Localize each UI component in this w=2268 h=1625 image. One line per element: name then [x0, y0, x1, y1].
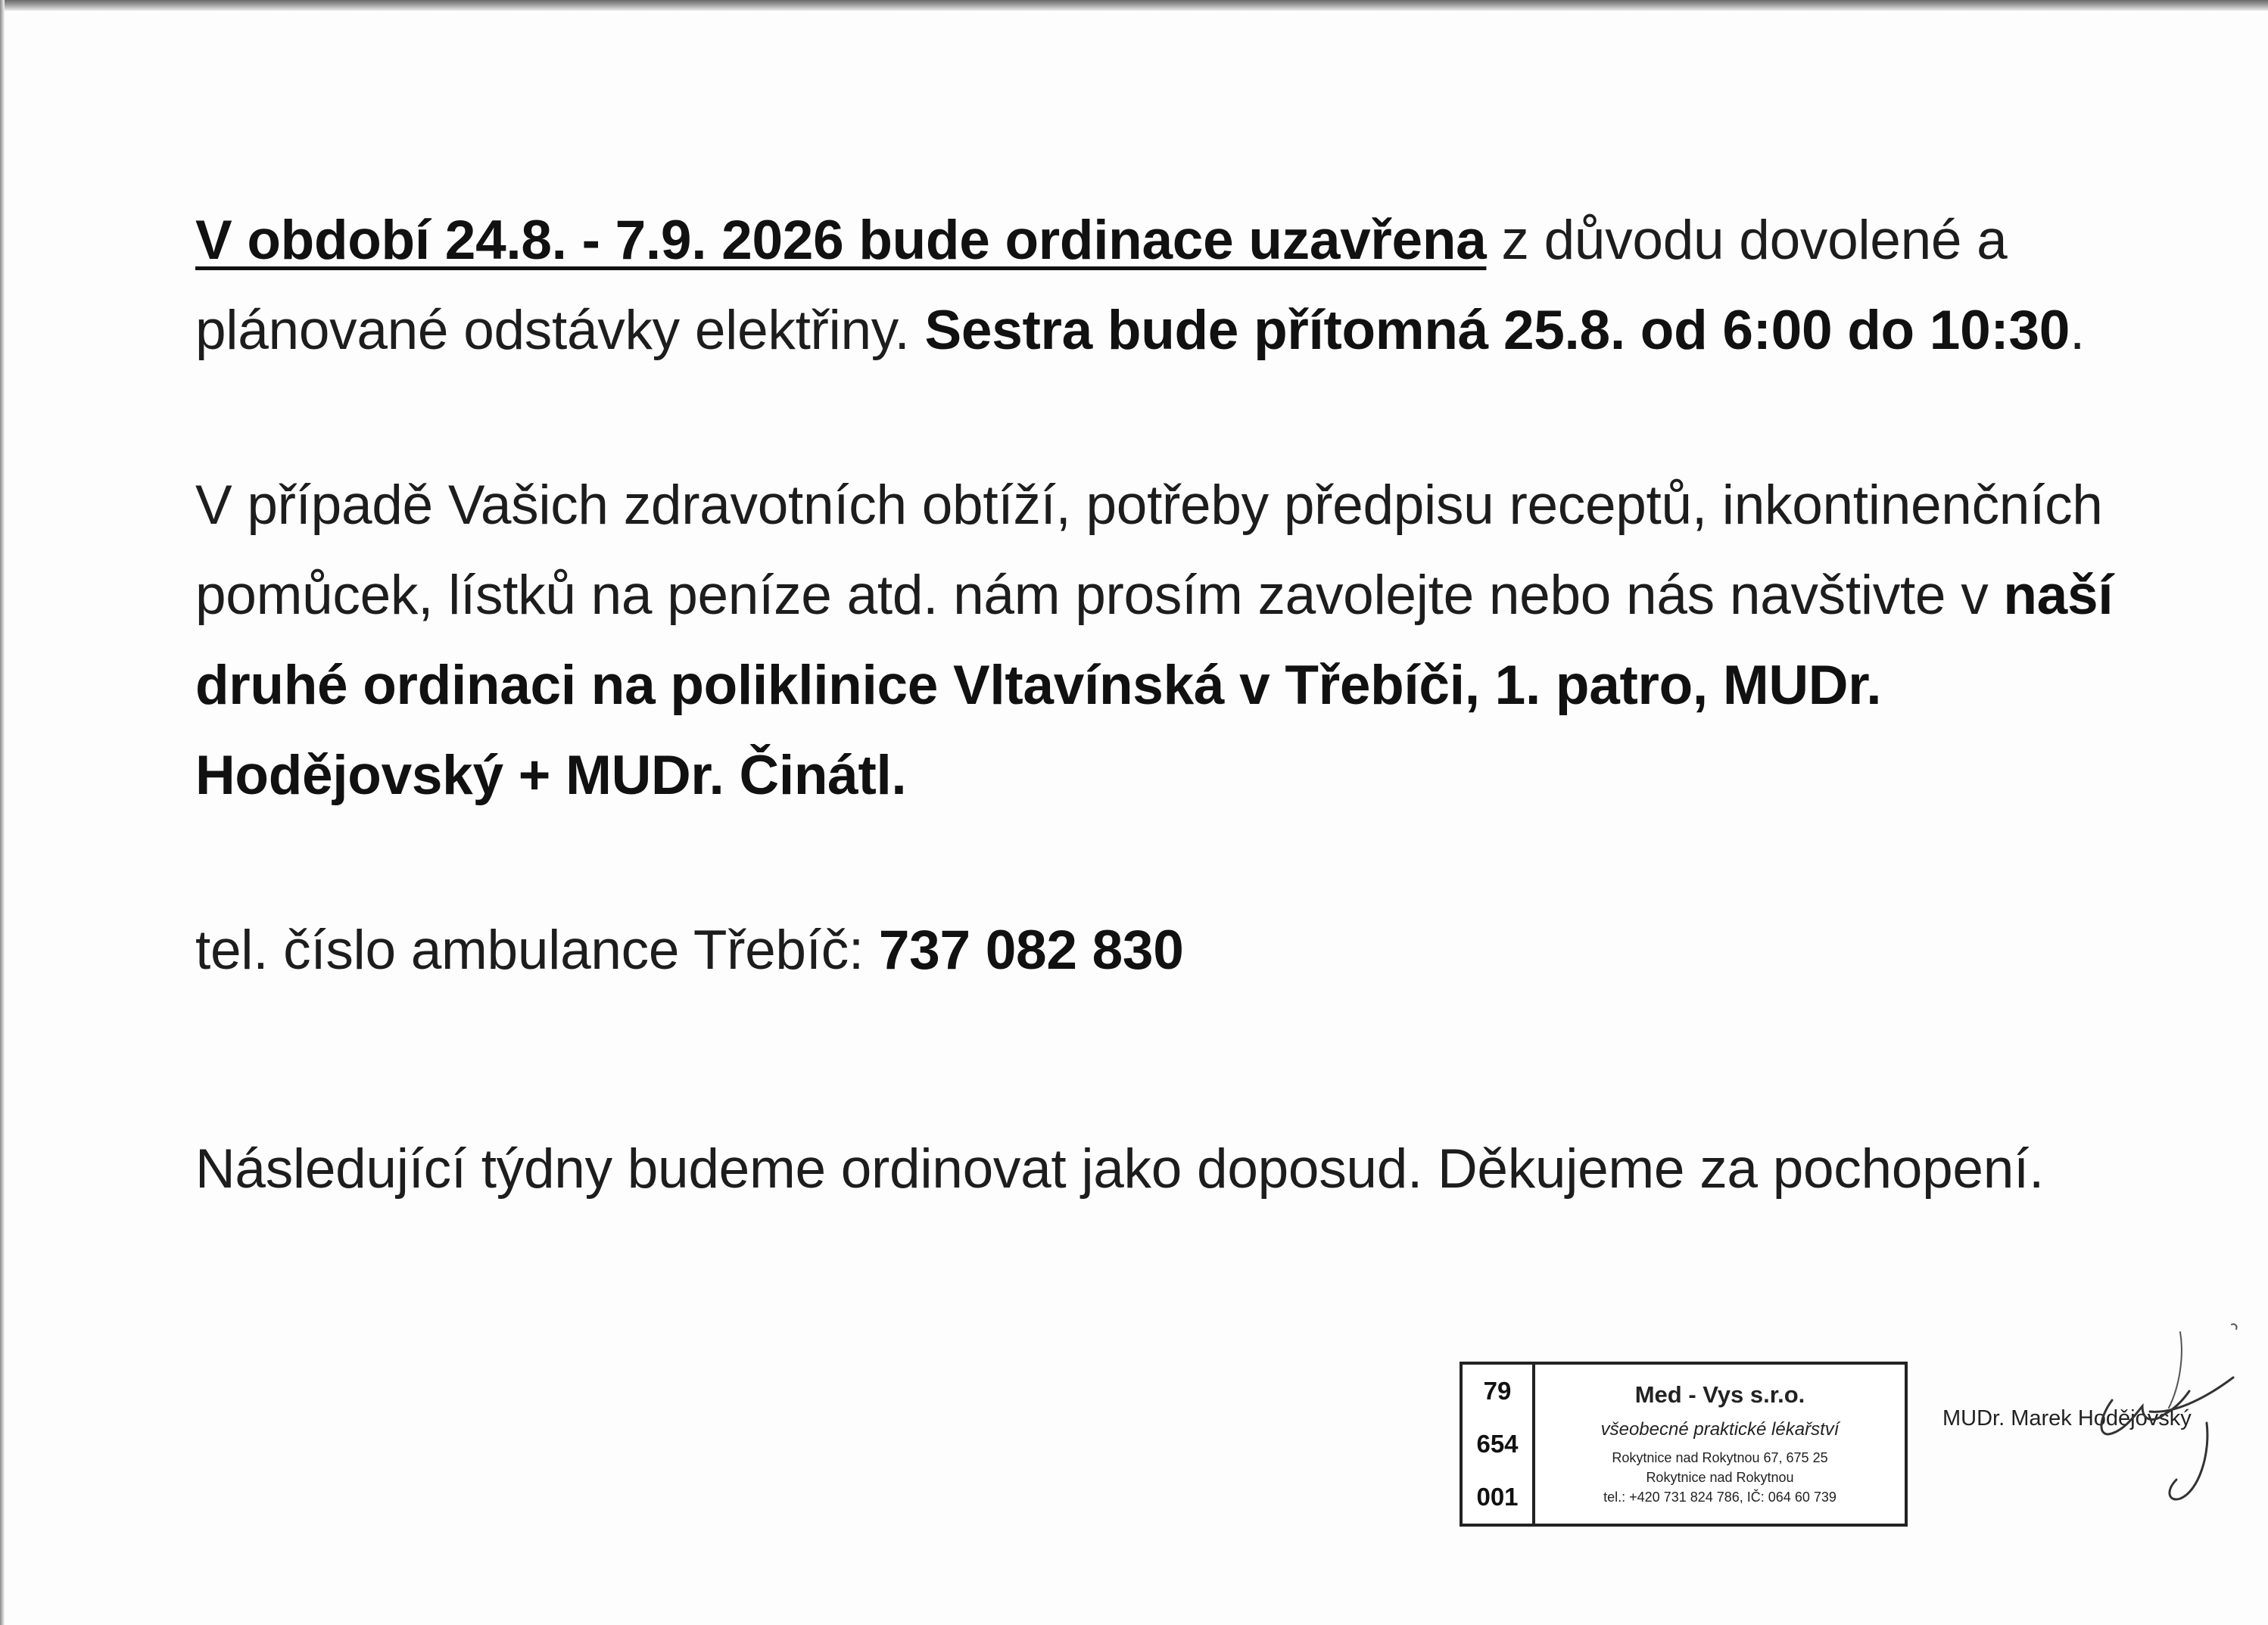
notice-text	[195, 195, 2133, 1214]
stamp-details	[1535, 1365, 1905, 1524]
stamp-address-line1: Rokytnice nad Rokytnou 67, 675 25	[1612, 1450, 1828, 1465]
paper-top-edge	[0, 0, 2268, 11]
closing-paragraph	[195, 1124, 2133, 1214]
closure-period: V období 24.8. - 7.9. 2026 bude ordinace uzavřena	[195, 210, 1487, 271]
nurse-presence: Sestra bude přítomná 25.8. od 6:00 do 10:30	[924, 300, 2070, 361]
phone-paragraph	[195, 905, 2133, 995]
phone-number: 737 082 830	[878, 920, 1184, 981]
stamp-contact: tel.: +420 731 824 786, IČ: 064 60 739	[1603, 1490, 1837, 1505]
practice-stamp	[1460, 1362, 1908, 1527]
doctor-name: MUDr. Marek Hodějovský	[1942, 1406, 2192, 1430]
closure-paragraph	[195, 195, 2133, 375]
closing-text: Následující týdny budeme ordinovat jako doposud. Děkujeme za pochopení.	[195, 1138, 2044, 1200]
stamp-practice-type: všeobecné praktické lékařství	[1600, 1419, 1840, 1440]
alternative-paragraph	[195, 460, 2133, 820]
handwritten-signature	[2029, 1302, 2248, 1521]
stamp-code: 79	[1483, 1377, 1512, 1405]
alternative-text: V případě Vašich zdravotních obtíží, potřeby předpisu receptů, inkontinenčních pomůcek, lístků na peníze atd. nám prosím zavolejte nebo nás navštivte v	[195, 475, 2103, 626]
stamp-codes	[1463, 1365, 1535, 1524]
stamp-address-line2: Rokytnice nad Rokytnou	[1646, 1470, 1794, 1485]
alternative-clinic: naší druhé ordinaci na poliklinice Vltavínská v Třebíči, 1. patro, MUDr. Hodějovský + MUDr. Činátl.	[195, 565, 2114, 806]
phone-label: tel. číslo ambulance Třebíč:	[195, 920, 879, 981]
closure-reason: z důvodu dovolené a plánované odstávky elektřiny.	[195, 210, 2008, 361]
stamp-code: 001	[1476, 1483, 1519, 1511]
stamp-code: 654	[1476, 1430, 1519, 1458]
stamp-company: Med - Vys s.r.o.	[1634, 1381, 1805, 1408]
closure-end: .	[2070, 300, 2085, 361]
paper-left-edge	[0, 0, 5, 1625]
